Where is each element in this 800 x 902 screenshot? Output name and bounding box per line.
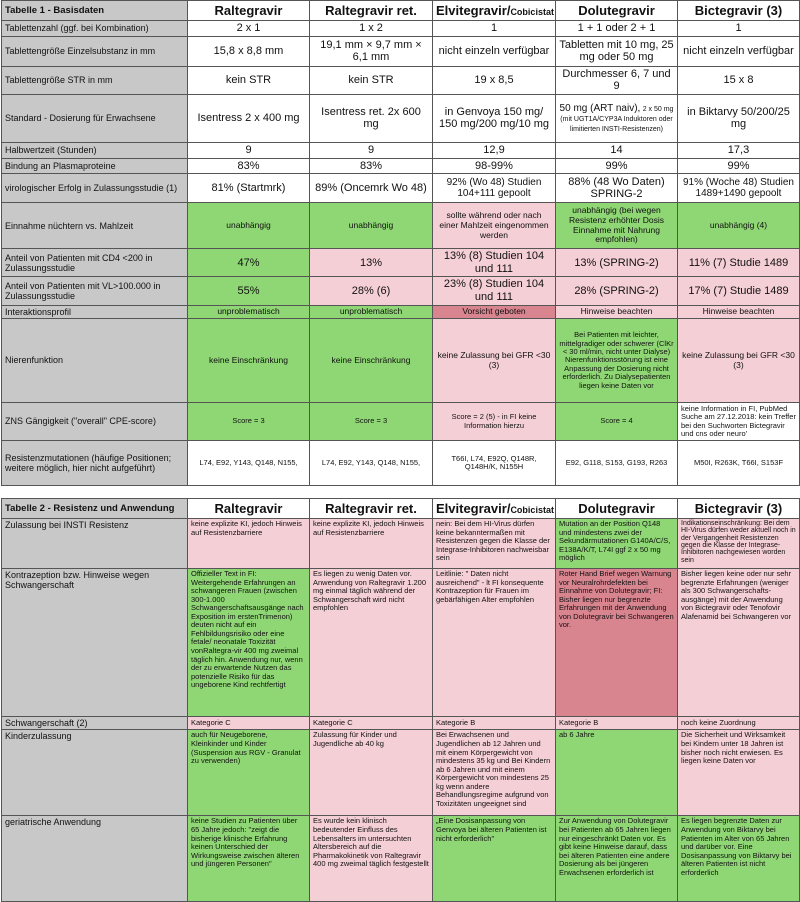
table-row: [2, 305, 800, 318]
row-label: geriatrische Anwendung: [2, 816, 188, 902]
cell: noch keine Zuordnung: [678, 717, 800, 730]
table-row: [2, 730, 800, 816]
cell: L74, E92, Y143, Q148, N155,: [188, 441, 310, 486]
cell: nicht einzeln verfügbar: [678, 36, 800, 66]
cell: 1 x 2: [310, 21, 433, 37]
table-row: [2, 519, 800, 569]
col-header-raltegravir: Raltegravir: [188, 499, 310, 519]
cell: 15 x 8: [678, 66, 800, 94]
row-label: Tablettengröße Einzelsubstanz in mm: [2, 36, 188, 66]
cell: 28% (6): [310, 277, 433, 305]
table-row: [2, 277, 800, 305]
table-row: [2, 717, 800, 730]
table-row: [2, 66, 800, 94]
cell: Durchmesser 6, 7 und 9: [556, 66, 678, 94]
cell: nicht einzeln verfügbar: [433, 36, 556, 66]
cell: Zur Anwendung von Dolutegravir bei Patienten ab 65 Jahren liegen nur eingeschränkt Daten vor. Es gibt keine Hinweise darauf, dass bei älteren Patienten eine andere Dosierung als bei jüngeren Erwachsenen erforderlich ist: [556, 816, 678, 902]
col-header-raltegravir-ret: Raltegravir ret.: [310, 499, 433, 519]
col-header-raltegravir-ret: Raltegravir ret.: [310, 1, 433, 21]
cell: 55%: [188, 277, 310, 305]
row-label: Schwangerschaft (2): [2, 717, 188, 730]
cell: Mutation an der Position Q148 und mindestens zwei der Sekundärmutationen G140A/C/S, E138A/K/T, L74I ggf 2 x 50 mg möglich: [556, 519, 678, 569]
cell: Roter Hand Brief wegen Warnung vor Neuralrohrdefekten bei Einnahme von Dolutegravir; FI: Bisher liegen nur begrenzte Erfahrungen mit der Anwendung von Dolutegravir bei Schwangeren vor.: [556, 569, 678, 717]
cell: unabhängig (bei wegen Resistenz erhöhter Dosis Einnahme mit Nahrung empfohlen): [556, 203, 678, 249]
cell: 15,8 x 8,8 mm: [188, 36, 310, 66]
col-header-raltegravir: Raltegravir: [188, 1, 310, 21]
table-row: [2, 816, 800, 902]
table-row: [2, 569, 800, 717]
row-label: Tablettenzahl (ggf. bei Kombination): [2, 21, 188, 37]
table-row: [2, 94, 800, 142]
cell: keine explizite KI, jedoch Hinweis auf Resistenzbarriere: [310, 519, 433, 569]
cell: Es liegen begrenzte Daten zur Anwendung von Biktarvy bei Patienten im Alter von 65 Jahren und darüber vor. Eine Dosisanpassung von Biktarvy bei älteren Patienten ist nicht erforderlich: [678, 816, 800, 902]
cell: 11% (7) Studie 1489: [678, 249, 800, 277]
row-label: Resistenzmutationen (häufige Positionen; weitere möglich, hier nicht aufgeführt): [2, 441, 188, 486]
cell: 99%: [678, 158, 800, 174]
cell: Es wurde kein klinisch bedeutender Einfluss des Lebensalters im untersuchten Altersbereich auf die Pharmakokinetik von Raltegravir 400 mg zweimal täglich festgestellt: [310, 816, 433, 902]
cell: 88% (48 Wo Daten) SPRING-2: [556, 174, 678, 203]
cell: T66I, L74, E92Q, Q148R, Q148H/K, N155H: [433, 441, 556, 486]
row-label: Kinderzulassung: [2, 730, 188, 816]
cell: E92, G118, S153, G193, R263: [556, 441, 678, 486]
table1-title: Tabelle 1 - Basisdaten: [2, 1, 188, 21]
cell: keine explizite KI, jedoch Hinweis auf Resistenzbarriere: [188, 519, 310, 569]
cell: 2 x 1: [188, 21, 310, 37]
cell: 13%: [310, 249, 433, 277]
cell: Kategorie C: [310, 717, 433, 730]
cell: sollte während oder nach einer Mahlzeit eingenommen werden: [433, 203, 556, 249]
cell: Leitlinie: " Daten nicht ausreichend" - lt FI konsequente Kontrazeption für Frauen im gebärfähigen Alter empfohlen: [433, 569, 556, 717]
cell: 9: [188, 142, 310, 158]
cell: Score = 3: [310, 403, 433, 441]
cell: 13% (SPRING-2): [556, 249, 678, 277]
row-label: Halbwertzeit (Stunden): [2, 142, 188, 158]
cell: 89% (Oncemrk Wo 48): [310, 174, 433, 203]
col-header-dolutegravir: Dolutegravir: [556, 1, 678, 21]
cell: M50I, R263K, T66I, S153F: [678, 441, 800, 486]
row-label: Einnahme nüchtern vs. Mahlzeit: [2, 203, 188, 249]
table-row: [2, 441, 800, 486]
table-row: [2, 319, 800, 403]
col-header-dolutegravir: Dolutegravir: [556, 499, 678, 519]
cell: 98-99%: [433, 158, 556, 174]
cell: Kategorie C: [188, 717, 310, 730]
cell: 1 + 1 oder 2 + 1: [556, 21, 678, 37]
cell: Es liegen zu wenig Daten vor. Anwendung von Raltegravir 1.200 mg einmal täglich während der Schwangerschaft wird nicht empfohlen: [310, 569, 433, 717]
row-label: Zulassung bei INSTI Resistenz: [2, 519, 188, 569]
resistenz-table: [1, 498, 800, 902]
table-row: [2, 403, 800, 441]
col-header-elvitegravir: Elvitegravir/Cobicistat: [433, 499, 556, 519]
cell: nein: Bei dem HI-Virus dürfen keine bekanntermaßen mit Resistenzen gegen die Klasse der Integrase-Inhibitoren nachweisbar sein: [433, 519, 556, 569]
cell: keine Zulassung bei GFR <30 (3): [678, 319, 800, 403]
cell: 19,1 mm × 9,7 mm × 6,1 mm: [310, 36, 433, 66]
cell: Vorsicht geboten: [433, 305, 556, 318]
cell: 47%: [188, 249, 310, 277]
cell: unabhängig (4): [678, 203, 800, 249]
row-label: Tablettengröße STR in mm: [2, 66, 188, 94]
cell: 50 mg (ART naiv), 2 x 50 mg (mit UGT1A/CYP3A Induktoren oder limitierten INSTI-Resistenzen): [556, 94, 678, 142]
table-row: [2, 142, 800, 158]
cell: 91% (Woche 48) Studien 1489+1490 gepoolt: [678, 174, 800, 203]
cell: Offizieller Text in FI: Weitergehende Erfahrungen an schwangeren Frauen (zwischen 300-1.000 Schwangerschaftsausgänge nach Exposition im erstenTrimenon) deuten nicht auf ein Fehlbildungsrisiko oder eine fetale/ neonatale Toxizität vonRaltegra-vir 400 mg zweimal täglich hin. Anwendung nur, wenn der zu erwartende Nutzen das potenzielle Risiko für das ungeborene Kind rechtfertigt: [188, 569, 310, 717]
cell: Score = 2 (5) - in FI keine Information hierzu: [433, 403, 556, 441]
row-label: Anteil von Patienten mit VL>100.000 in Zulassungsstudie: [2, 277, 188, 305]
cell: „Eine Dosisanpassung von Genvoya bei älteren Patienten ist nicht erforderlich": [433, 816, 556, 902]
cell: 19 x 8,5: [433, 66, 556, 94]
cell: 99%: [556, 158, 678, 174]
cell: Score = 4: [556, 403, 678, 441]
table-row: [2, 174, 800, 203]
cell: 14: [556, 142, 678, 158]
cell: keine Zulassung bei GFR <30 (3): [433, 319, 556, 403]
cell: Hinweise beachten: [678, 305, 800, 318]
cell: keine Studien zu Patienten über 65 Jahre jedoch: "zeigt die bisherige klinische Erfahrung keinen Unterschied der Wirkungsweise zwischen älteren und jüngeren Personen": [188, 816, 310, 902]
cell: unproblematisch: [188, 305, 310, 318]
cell: Bisher liegen keine oder nur sehr begrenzte Erfahrungen (weniger als 300 Schwangerschafts-ausgänge) mit der Anwendung von Bictegravir oder Tenofovir Alafenamid bei Schwangeren vor: [678, 569, 800, 717]
cell: 83%: [310, 158, 433, 174]
cell: 28% (SPRING-2): [556, 277, 678, 305]
cell: Indikationseinschränkung: Bei dem HI-Virus dürfen weder aktuell noch in der Vergangenheit Resistenzen gegen die Klasse der Integrase-Inhibitoren nachgewiesen worden sein: [678, 519, 800, 569]
row-label: ZNS Gängigkeit ("overall" CPE-score): [2, 403, 188, 441]
row-label: Kontrazeption bzw. Hinweise wegen Schwangerschaft: [2, 569, 188, 717]
cell: keine Einschränkung: [310, 319, 433, 403]
cell: in Genvoya 150 mg/ 150 mg/200 mg/10 mg: [433, 94, 556, 142]
row-label: Anteil von Patienten mit CD4 <200 in Zulassungsstudie: [2, 249, 188, 277]
cell: Die Sicherheit und Wirksamkeit bei Kindern unter 18 Jahren ist bisher noch nicht erwiesen. Es liegen keine Daten vor: [678, 730, 800, 816]
cell: Kategorie B: [556, 717, 678, 730]
cell: 1: [678, 21, 800, 37]
cell: 81% (Startmrk): [188, 174, 310, 203]
row-label: Interaktionsprofil: [2, 305, 188, 318]
cell: keine Information in FI, PubMed Suche am 27.12.2018: kein Treffer bei den Suchworten Bictegravir und cns oder neuro': [678, 403, 800, 441]
cell: unabhängig: [188, 203, 310, 249]
cell: 17% (7) Studie 1489: [678, 277, 800, 305]
col-header-elvitegravir: Elvitegravir/Cobicistat: [433, 1, 556, 21]
table-row: [2, 21, 800, 37]
cell: in Biktarvy 50/200/25 mg: [678, 94, 800, 142]
cell: Bei Patienten mit leichter, mittelgradiger oder schwerer (ClKr < 30 ml/min, nicht unter Dialyse) Nierenfunktionsstörung ist eine Anpassung der Dosierung nicht erforderlich. Zu Dialysepatienten liegen keine Daten vor: [556, 319, 678, 403]
table-row: [2, 203, 800, 249]
cell: 83%: [188, 158, 310, 174]
cell: ab 6 Jahre: [556, 730, 678, 816]
table-row: [2, 36, 800, 66]
cell: kein STR: [310, 66, 433, 94]
cell: unabhängig: [310, 203, 433, 249]
cell: Hinweise beachten: [556, 305, 678, 318]
cell: 13% (8) Studien 104 und 111: [433, 249, 556, 277]
row-label: virologischer Erfolg in Zulassungsstudie (1): [2, 174, 188, 203]
table-row: [2, 158, 800, 174]
cell: Isentress ret. 2x 600 mg: [310, 94, 433, 142]
cell: 92% (Wo 48) Studien 104+111 gepoolt: [433, 174, 556, 203]
basisdaten-table: [1, 0, 800, 486]
cell: L74, E92, Y143, Q148, N155,: [310, 441, 433, 486]
cell: keine Einschränkung: [188, 319, 310, 403]
cell: kein STR: [188, 66, 310, 94]
table-row: [2, 249, 800, 277]
cell: Tabletten mit 10 mg, 25 mg oder 50 mg: [556, 36, 678, 66]
cell: unproblematisch: [310, 305, 433, 318]
cell: Isentress 2 x 400 mg: [188, 94, 310, 142]
cell: Score = 3: [188, 403, 310, 441]
cell: 12,9: [433, 142, 556, 158]
cell: 23% (8) Studien 104 und 111: [433, 277, 556, 305]
cell: 1: [433, 21, 556, 37]
row-label: Bindung an Plasmaproteine: [2, 158, 188, 174]
table2-title: Tabelle 2 - Resistenz und Anwendung: [2, 499, 188, 519]
cell: auch für Neugeborene, Kleinkinder und Kinder (Suspension aus RGV - Granulat zu verwenden): [188, 730, 310, 816]
cell: 9: [310, 142, 433, 158]
cell: 17,3: [678, 142, 800, 158]
row-label: Standard - Dosierung für Erwachsene: [2, 94, 188, 142]
cell: Zulassung für Kinder und Jugendliche ab 40 kg: [310, 730, 433, 816]
row-label: Nierenfunktion: [2, 319, 188, 403]
col-header-bictegravir: Bictegravir (3): [678, 499, 800, 519]
col-header-bictegravir: Bictegravir (3): [678, 1, 800, 21]
cell: Kategorie B: [433, 717, 556, 730]
cell: Bei Erwachsenen und Jugendlichen ab 12 Jahren und mit einem Körpergewicht von mindestens 35 kg und Bei Kindern ab 6 Jahren und mit einem Körpergewicht von mindestens 25 kg wenn andere Behandlungsregime aufgrund von Toxizitäten ungeeignet sind: [433, 730, 556, 816]
